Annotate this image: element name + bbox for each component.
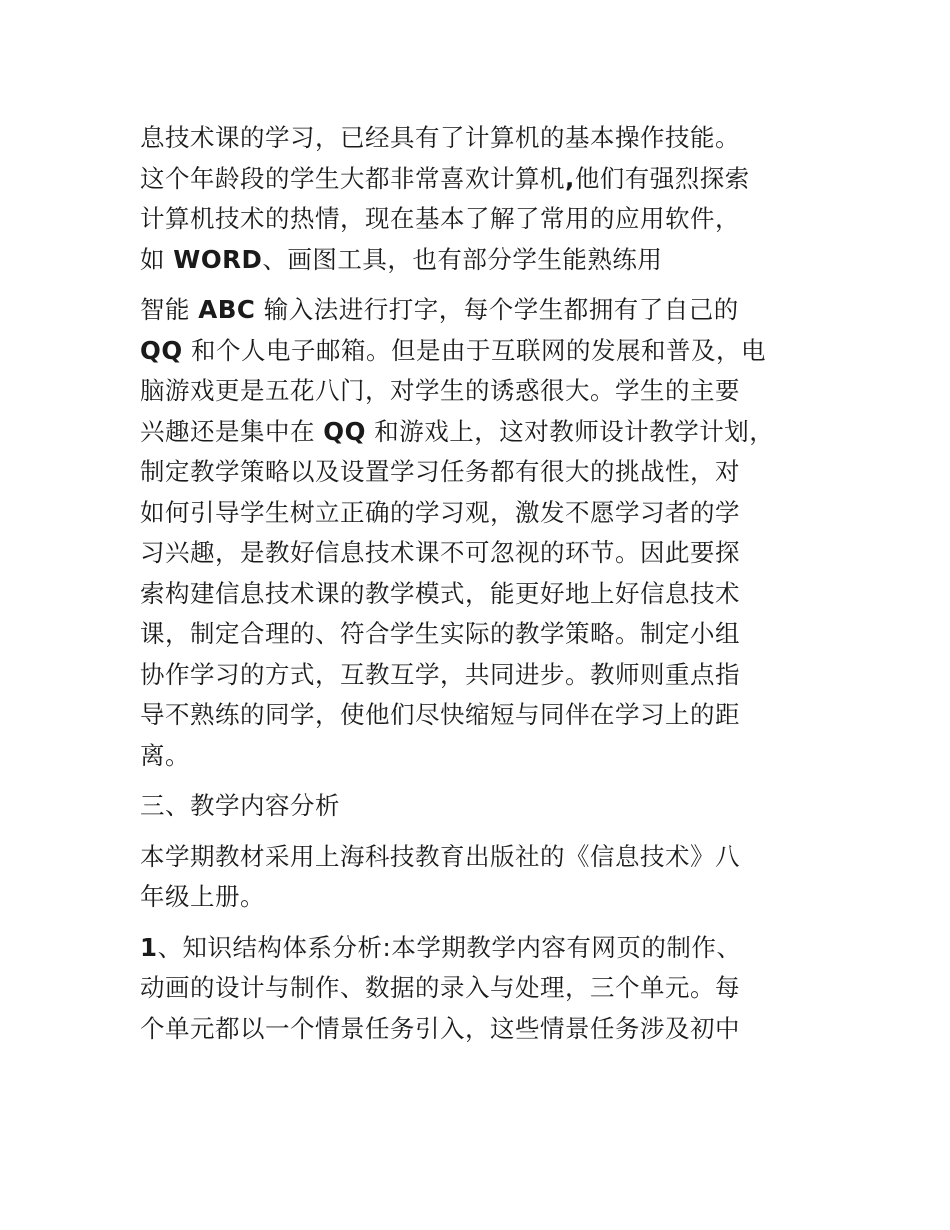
text-segment: 如何引导学生树立正确的学习观，激发不愿学习者的学 [140,497,740,527]
text-segment: 和个人电子邮箱。但是由于互联网的发展和普及，电 [182,335,766,365]
text-line [140,928,820,969]
text-line [140,1009,820,1050]
paragraph-p1 [140,118,820,280]
text-line [140,371,820,412]
text-segment: 如 [140,244,174,274]
text-segment: 和游戏上，这对教师设计教学计划， [365,416,775,446]
text-segment: 年级上册。 [140,882,265,911]
text-segment: 智能 [140,295,199,324]
text-line [140,412,820,453]
text-line [140,786,820,827]
text-segment: 息技术课的学习，已经具有了计算机的基本操作技能。 [140,123,740,152]
text-segment: 协作学习的方式，互教互学，共同进步。教师则重点指 [140,659,740,689]
text-line [140,533,820,574]
text-segment: 导不熟练的同学，使他们尽快缩短与同伴在学习上的距 [140,700,740,729]
text-segment: 这个年龄段的学生大都非常喜欢计算机 [140,163,565,193]
text-segment: 、画图工具，也有部分学生能熟练用 [262,244,663,274]
bold-text-segment: QQ [140,335,183,365]
bold-text-segment: WORD [173,244,263,274]
text-segment: 输入法进行打字，每个学生都拥有了自己的 [255,295,739,324]
text-line [140,968,820,1009]
bold-text-segment: ABC [198,295,256,324]
text-segment: 三、教学内容分析 [140,791,340,820]
text-line [140,574,820,615]
text-line [140,199,820,240]
paragraph-p2 [140,290,820,776]
text-segment: 习兴趣，是教好信息技术课不可忽视的环节。因此要探 [140,538,740,567]
text-segment: 兴趣还是集中在 [140,416,324,446]
bold-text-segment: , [565,163,575,193]
paragraph-gap [140,918,820,928]
text-segment: 课，制定合理的、符合学生实际的教学策略。制定小组 [140,619,740,648]
text-line [140,877,820,918]
text-segment: 他们有强烈探索 [574,163,750,193]
text-line [140,159,820,200]
paragraph-p3 [140,786,820,827]
text-segment: 计算机技术的热情，现在基本了解了常用的应用软件， [140,204,740,233]
text-line [140,493,820,534]
bold-text-segment: QQ [323,416,366,446]
text-segment: 索构建信息技术课的教学模式，能更好地上好信息技术 [140,578,740,608]
text-line [140,614,820,655]
text-line [140,331,820,372]
text-segment: 离。 [140,740,190,770]
text-line [140,837,820,878]
text-line [140,290,820,331]
text-line [140,655,820,696]
bold-text-segment: 1 [140,932,158,962]
text-segment: 动画的设计与制作、数据的录入与处理，三个单元。每 [140,973,740,1002]
text-line [140,452,820,493]
text-segment: 制定教学策略以及设置学习任务都有很大的挑战性，对 [140,457,740,486]
paragraph-gap [140,776,820,786]
paragraph-gap [140,827,820,837]
text-segment: 脑游戏更是五花八门，对学生的诱惑很大。学生的主要 [140,376,740,405]
paragraph-p4 [140,837,820,918]
text-segment: 本学期教材采用上海科技教育出版社的《信息技术》八 [140,841,740,871]
text-line [140,118,820,159]
text-line [140,695,820,736]
text-line [140,240,820,281]
paragraph-gap [140,280,820,290]
document-page [140,118,820,1049]
text-segment: 个单元都以一个情景任务引入，这些情景任务涉及初中 [140,1013,740,1043]
text-line [140,736,820,777]
paragraph-p5 [140,928,820,1050]
text-segment: 、知识结构体系分析:本学期教学内容有网页的制作、 [157,932,742,962]
